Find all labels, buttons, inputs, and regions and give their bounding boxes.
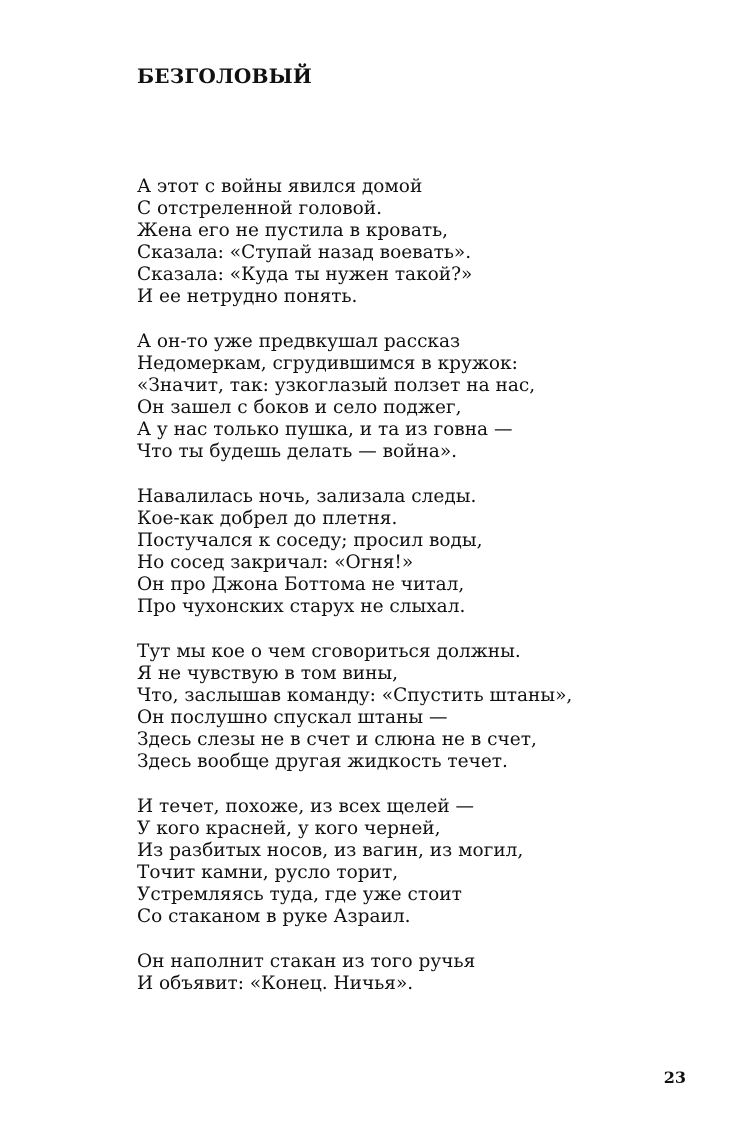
page-number: 23 <box>663 1068 686 1087</box>
poem-line: У кого красней, у кого черней, <box>137 818 441 839</box>
stanza <box>137 641 727 773</box>
poem-line: С отстреленной головой. <box>137 198 382 219</box>
poem-body <box>137 176 727 1018</box>
poem-line: Он зашел с боков и село поджег, <box>137 397 462 418</box>
poem-line: Со стаканом в руке Азраил. <box>137 906 411 927</box>
poem-line: Про чухонских старух не слыхал. <box>137 596 466 617</box>
poem-line: Кое-как добрел до плетня. <box>137 508 398 529</box>
poem-line: Я не чувствую в том вины, <box>137 663 399 684</box>
poem-line: Здесь вообще другая жидкость течет. <box>137 751 508 772</box>
poem-title: БЕЗГОЛОВЫЙ <box>137 64 312 88</box>
poem-line: Тут мы кое о чем сговориться должны. <box>137 641 521 662</box>
stanza <box>137 951 727 995</box>
poem-line: Устремляясь туда, где уже стоит <box>137 884 462 905</box>
poem-line: Сказала: «Ступай назад воевать». <box>137 242 472 263</box>
poem-line: Что ты будешь делать — война». <box>137 441 458 462</box>
poem-line: «Значит, так: узкоглазый ползет на нас, <box>137 375 536 396</box>
poem-line: И объявит: «Конец. Ничья». <box>137 973 414 994</box>
poem-line: И ее нетрудно понять. <box>137 286 358 307</box>
poem-line: Жена его не пустила в кровать, <box>137 220 449 241</box>
poem-line: Но сосед закричал: «Огня!» <box>137 552 414 573</box>
poem-line: Недомеркам, сгрудившимся в кружок: <box>137 353 518 374</box>
stanza <box>137 176 727 308</box>
poem-line: А у нас только пушка, и та из говна — <box>137 419 513 440</box>
poem-line: Навалилась ночь, зализала следы. <box>137 486 477 507</box>
poem-line: Точит камни, русло торит, <box>137 862 399 883</box>
stanza <box>137 486 727 618</box>
poem-line: Здесь слезы не в счет и слюна не в счет, <box>137 729 537 750</box>
stanza <box>137 796 727 928</box>
stanza <box>137 331 727 463</box>
poem-line: А он-то уже предвкушал рассказ <box>137 331 461 352</box>
poem-line: Он наполнит стакан из того ручья <box>137 951 476 972</box>
poem-line: Сказала: «Куда ты нужен такой?» <box>137 264 473 285</box>
poem-line: Он про Джона Боттома не читал, <box>137 574 465 595</box>
poem-line: Он послушно спускал штаны — <box>137 707 448 728</box>
poem-line: Из разбитых носов, из вагин, из могил, <box>137 840 524 861</box>
poem-line: И течет, похоже, из всех щелей — <box>137 796 475 817</box>
poem-line: Постучался к соседу; просил воды, <box>137 530 483 551</box>
poem-line: А этот с войны явился домой <box>137 176 423 197</box>
poem-line: Что, заслышав команду: «Спустить штаны», <box>137 685 573 706</box>
